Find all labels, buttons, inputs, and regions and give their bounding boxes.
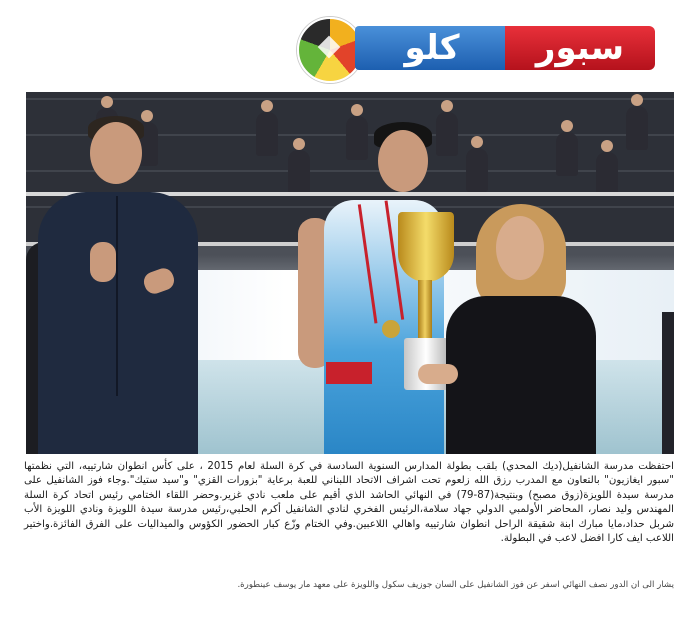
man-hand (90, 242, 116, 282)
bystander-right (662, 312, 674, 454)
woman-dress (446, 296, 596, 454)
spectator (436, 112, 458, 156)
medal-icon (382, 320, 400, 338)
spectator (596, 152, 618, 196)
spectator (346, 116, 368, 160)
logo-word-blue: كلو (404, 28, 460, 68)
award-ceremony-photo (26, 92, 674, 454)
trophy-icon (398, 212, 454, 282)
site-logo[interactable] (297, 14, 657, 82)
spectator (256, 112, 278, 156)
spectator (466, 148, 488, 192)
woman-hand (418, 364, 458, 384)
jersey-sponsor (326, 362, 372, 384)
article-note: يشار الى ان الدور نصف النهائي اسفر عن فوز الشانفيل على السان جوزيف سكول واللويزة على معهد مار يوسف عينطورة. (237, 580, 674, 590)
man-jacket (38, 192, 198, 454)
article-paragraph: احتفظت مدرسة الشانفيل(ديك المحدي) بلقب بطولة المدارس السنوية السادسة في كرة السلة لعام 2015 ، على كأس انطوان شارتييه، التي نظمتها "سبور ايغازيون" بالتعاون مع المدرب رزق الله زلعوم تحت اشراف الاتحاد اللبناني للعبة برعاية "بزورات القزي" و"سيد ستيك".وجاء فوز الشانفيل على مدرسة سيدة اللويزة(زوق مصبح) وبنتيجة(87-79) في النهائي الحاشد الذي أقيم على ملعب نادي غزير.وحضر اللقاء الختامي رئيس اتحاد كرة السلة المهندس وليد نصار، المحاضر الأولمبي الدولي جهاد سلامة،الرئيس الفخري لنادي الشانفيل أكرم الحلبي،رئيس مدرسة سيدة اللويزة ونادي اللويزة الأب شربل حداد،مايا مبارك ابنة شقيقة الراحل انطوان شارتييه واهالي اللاعبين.وفي الختام وزّع كبار الحضور الكؤوس والميداليات على الفرق الفائزة.واختير اللاعب ايف كارا افضل لاعب في البطولة. (24, 461, 675, 545)
spectator (556, 132, 578, 176)
trophy-stem (418, 280, 432, 340)
man-head (90, 122, 142, 184)
woman-head (496, 216, 544, 280)
player-head (378, 130, 428, 192)
spectator (626, 106, 648, 150)
logo-word-red: سبور (535, 28, 625, 68)
sports-ball-icon (297, 17, 363, 83)
spectator (288, 150, 310, 194)
jacket-zip (116, 196, 118, 396)
